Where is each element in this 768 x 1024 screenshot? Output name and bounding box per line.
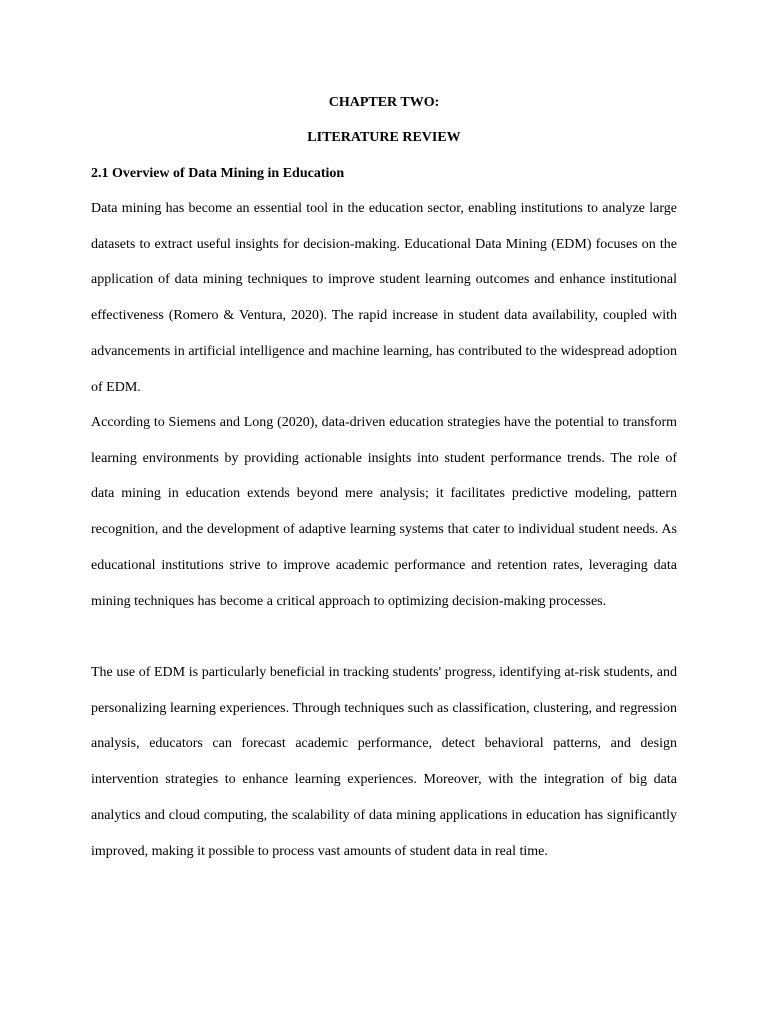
chapter-title: LITERATURE REVIEW xyxy=(307,130,461,145)
paragraph: The use of EDM is particularly beneficial in tracking students' progress, identifying at-risk students, and personalizing learning experiences. Through techniques such as classification, clustering, and regression analysis, educators can forecast academic performance, detect behavioral patterns, and design intervention strategies to enhance learning experiences. Moreover, with the integration of big data analytics and cloud computing, the scalability of data mining applications in education has significantly improved, making it possible to process vast amounts of student data in real time. xyxy=(91,665,677,859)
chapter-label: CHAPTER TWO: xyxy=(328,95,440,110)
paragraph: According to Siemens and Long (2020), data-driven education strategies have the potential to transform learning environments by providing actionable insights into student performance trends. The role of data mining in education extends beyond mere analysis; it facilitates predictive modeling, pattern recognition, and the development of adaptive learning systems that cater to individual student needs. As educational institutions strive to improve academic performance and retention rates, leveraging data mining techniques has become a critical approach to optimizing decision-making processes. xyxy=(91,415,677,609)
paragraph: Data mining has become an essential tool in the education sector, enabling institutions to analyze large datasets to extract useful insights for decision-making. Educational Data Mining (EDM) focuses on the application of data mining techniques to improve student learning outcomes and enhance institutional effectiveness (Romero & Ventura, 2020). The rapid increase in student data availability, coupled with advancements in artificial intelligence and machine learning, has contributed to the widespread adoption of EDM. xyxy=(91,201,677,395)
section-heading: 2.1 Overview of Data Mining in Education xyxy=(91,166,345,181)
